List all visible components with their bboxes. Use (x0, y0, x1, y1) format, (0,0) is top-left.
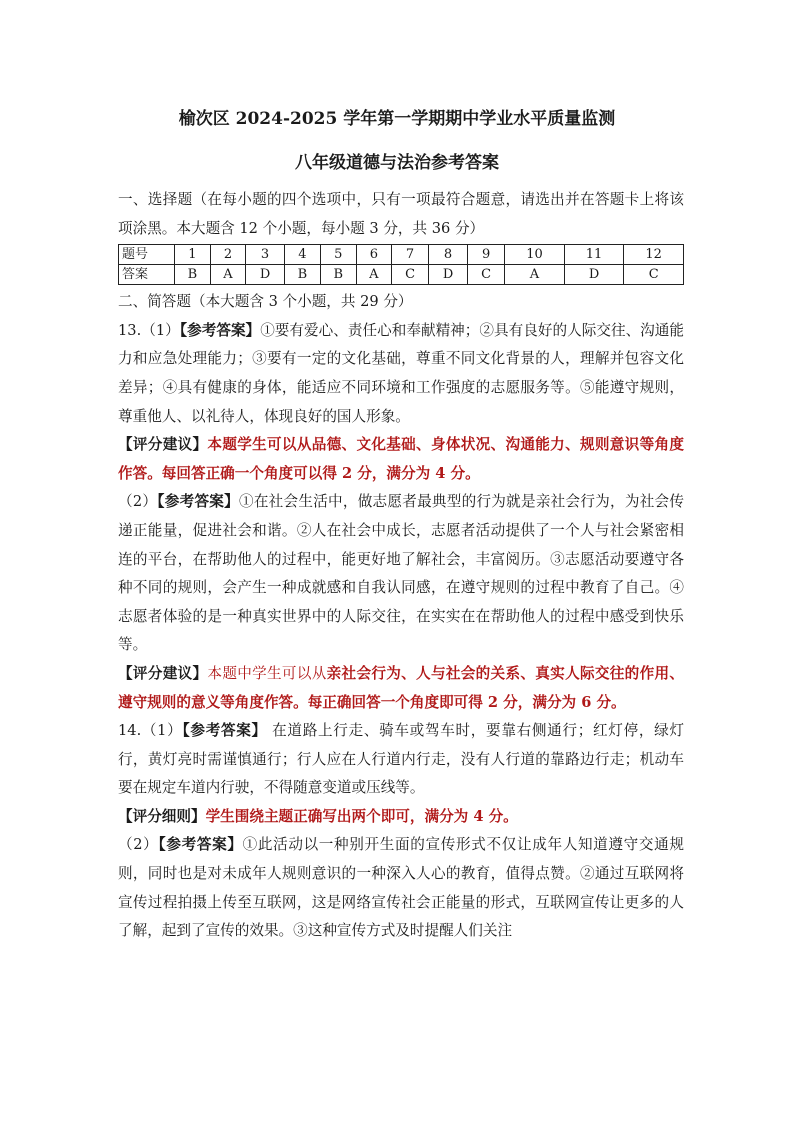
answer-content (118, 186, 684, 946)
q14-1-answer (118, 717, 684, 803)
table-cell: 12 (624, 245, 684, 265)
table-cell: C (467, 265, 504, 285)
q13-2-answer (118, 488, 684, 660)
table-row-answers (119, 265, 684, 285)
table-row-numbers (119, 245, 684, 265)
q13-2-scoring (118, 660, 684, 717)
answer-table (118, 244, 684, 285)
scoring-text-plain: 本题中学生可以从 (207, 664, 327, 682)
table-cell: 9 (467, 245, 504, 265)
table-cell: D (429, 265, 468, 285)
q13-1-answer (118, 317, 684, 431)
section1-heading: 一、选择题（在每小题的四个选项中，只有一项最符合题意，请选出并在答题卡上将该项涂黑。本大题含 12 个小题，每小题 3 分，共 36 分） (118, 191, 684, 237)
scoring-text: 亲社会行为、人与社会的关系、真实人际交往的作用、遵守规则的意义等角度作答。每正确回答一个角度即可得 2 分，满分为 6 分。 (118, 664, 684, 711)
table-row-label: 题号 (119, 245, 175, 265)
answer-tag: 【参考答案】 (157, 493, 239, 511)
table-cell: 7 (391, 245, 428, 265)
table-cell: A (356, 265, 391, 285)
table-cell: A (210, 265, 245, 285)
table-cell: D (246, 265, 285, 285)
q13-1-scoring (118, 431, 684, 488)
table-cell: 3 (246, 245, 285, 265)
scoring-tag: 【评分建议】 (118, 664, 208, 682)
question-number: （2） (118, 836, 159, 854)
answer-tag: 【参考答案】 (179, 321, 261, 339)
scoring-text: 本题学生可以从品德、文化基础、身体状况、沟通能力、规则意识等角度作答。每回答正确一个角度可以得 2 分，满分为 4 分。 (118, 436, 684, 482)
table-cell: C (624, 265, 684, 285)
scoring-tag: 【评分建议】 (118, 436, 208, 454)
table-cell: 6 (356, 245, 391, 265)
table-cell: B (320, 265, 356, 285)
question-number: 13.（1） (118, 321, 180, 339)
document-subtitle: 八年级道德与法治参考答案 (295, 153, 499, 173)
answer-text: ①在社会生活中，做志愿者最典型的行为就是亲社会行为，为社会传递正能量，促进社会和谐。②人在社会中成长，志愿者活动提供了一个人与社会紧密相连的平台，在帮助他人的过程中，能更好地了解社会，丰富阅历。③志愿活动要遵守各种不同的规则，会产生一种成就感和自我认同感，在遵守规则的过程中教育了自己。④志愿者体验的是一种真实世界中的人际交往，在实实在在帮助他人的过程中感受到快乐等。 (118, 493, 684, 654)
question-number: 14.（1） (118, 722, 183, 740)
answer-text: ①要有爱心、责任心和奉献精神；②具有良好的人际交往、沟通能力和应急处理能力；③要有一定的文化基础，尊重不同文化背景的人，理解并包容文化差异；④具有健康的身体，能适应不同环境和工作强度的志愿服务等。⑤能遵守规则，尊重他人、以礼待人，体现良好的国人形象。 (118, 321, 685, 425)
table-cell: 2 (210, 245, 245, 265)
answer-tag: 【参考答案】 (182, 722, 267, 740)
table-cell: B (175, 265, 211, 285)
answer-text: ①此活动以一种别开生面的宣传形式不仅让成年人知道遵守交通规则，同时也是对未成年人规则意识的一种深入人心的教育，值得点赞。②通过互联网将宣传过程拍摄上传至互联网，这是网络宣传社会正能量的形式，互联网宣传让更多的人了解，起到了宣传的效果。③这种宣传方式及时提醒人们关注 (118, 836, 684, 940)
table-cell: C (391, 265, 428, 285)
section2-heading: 二、简答题（本大题含 3 个小题，共 29 分） (118, 293, 413, 311)
table-cell: 10 (505, 245, 565, 265)
scoring-text: 学生围绕主题正确写出两个即可，满分为 4 分。 (205, 807, 518, 825)
table-cell: 1 (175, 245, 211, 265)
answer-tag: 【参考答案】 (158, 836, 243, 854)
question-number: （2） (118, 493, 158, 511)
answer-text: 在道路上行走、骑车或驾车时，要靠右侧通行；红灯停，绿灯行，黄灯亮时需谨慎通行；行人应在人行道内行走，没有人行道的靠路边行走；机动车要在规定车道内行驶，不得随意变道或压线等。 (118, 722, 685, 797)
table-cell: D (564, 265, 624, 285)
table-cell: 5 (320, 245, 356, 265)
table-cell: B (284, 265, 320, 285)
q14-2-answer (118, 831, 684, 945)
table-cell: 8 (429, 245, 468, 265)
table-cell: 11 (564, 245, 624, 265)
table-cell: A (505, 265, 565, 285)
q14-1-scoring (118, 803, 684, 832)
document-title: 榆次区 2024-2025 学年第一学期期中学业水平质量监测 (178, 109, 616, 129)
table-row-label: 答案 (119, 265, 175, 285)
table-cell: 4 (284, 245, 320, 265)
scoring-tag: 【评分细则】 (118, 807, 206, 825)
